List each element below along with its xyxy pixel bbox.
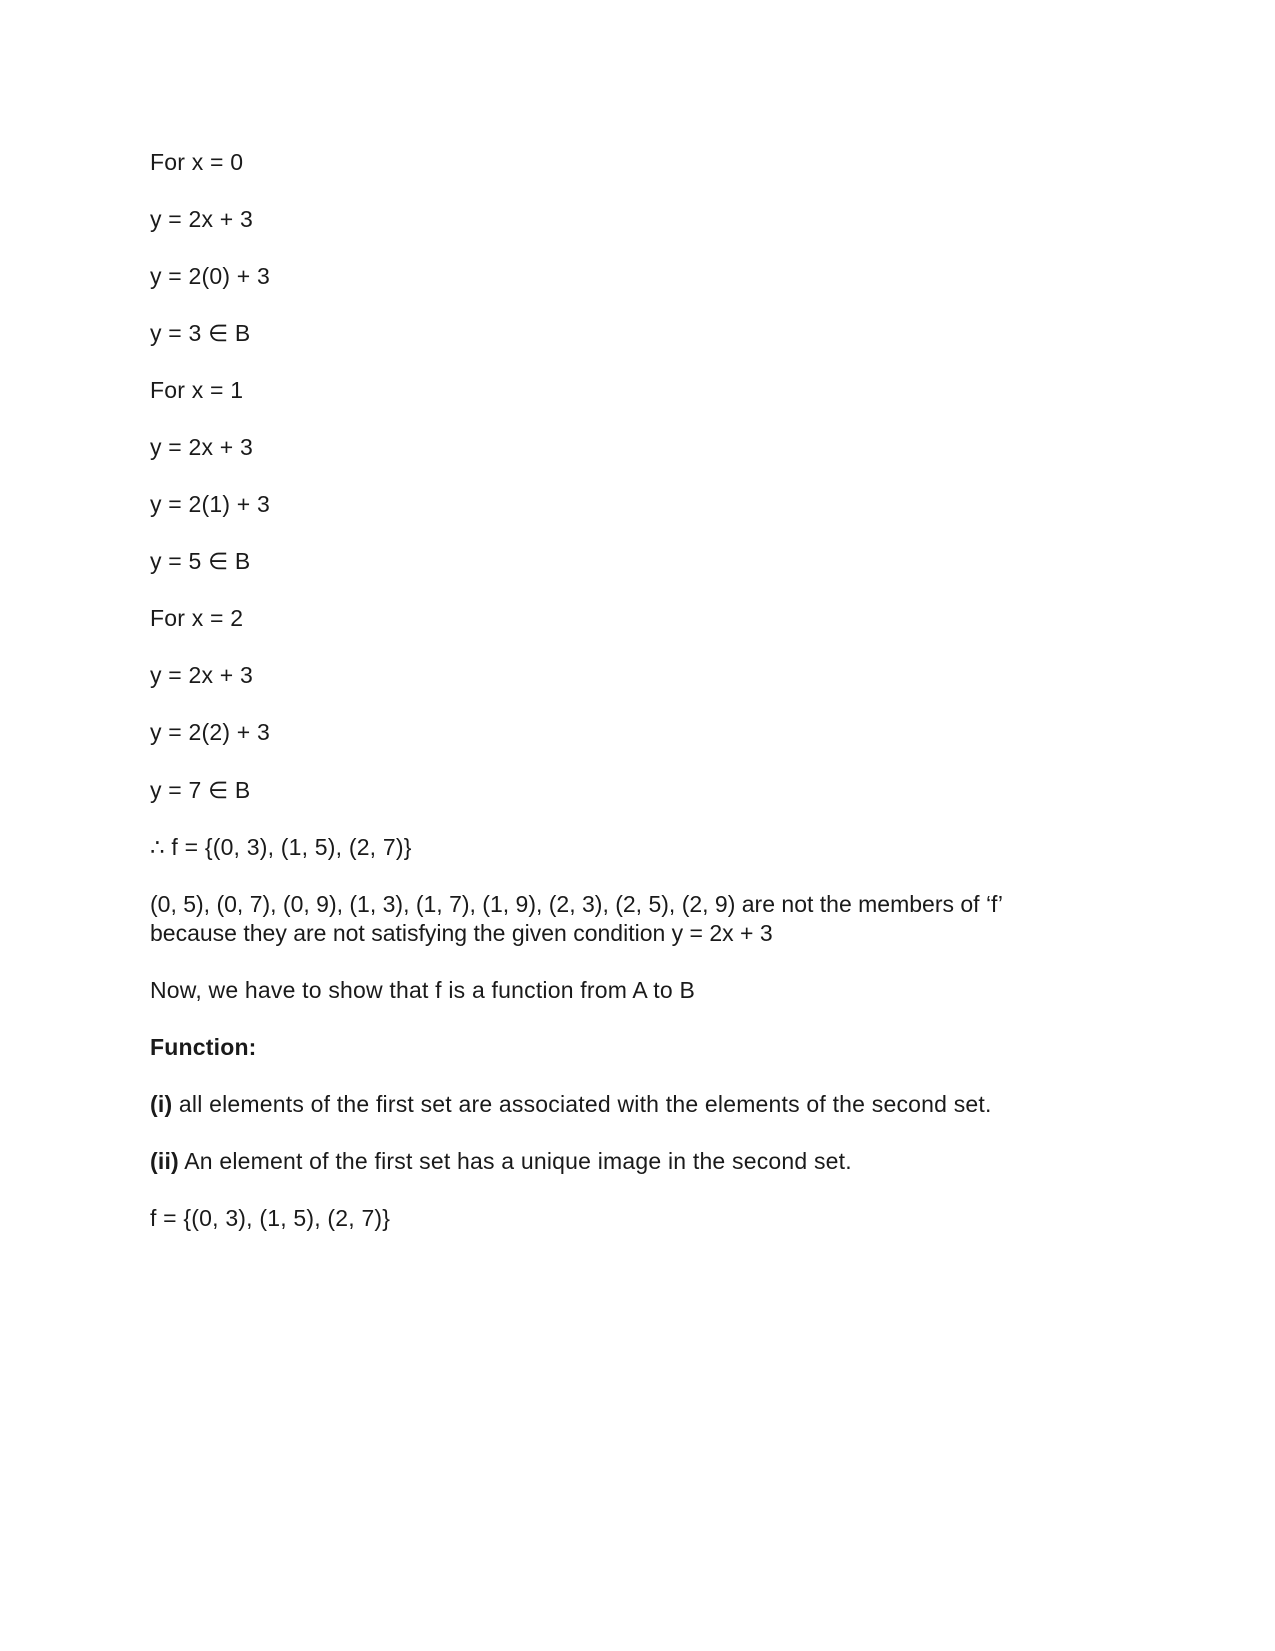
text-line: y = 2(0) + 3 — [150, 263, 271, 289]
text-line: For x = 0 — [150, 149, 244, 175]
text-line: For x = 2 — [150, 605, 244, 631]
condition-marker: (ii) — [150, 1148, 179, 1174]
non-members-line-2: because they are not satisfying the given condition y = 2x + 3 — [150, 920, 773, 946]
function-heading: Function: — [150, 1034, 257, 1060]
text-line: y = 5 ∈ B — [150, 548, 251, 574]
text-line: y = 3 ∈ B — [150, 320, 251, 346]
non-members-line-1: (0, 5), (0, 7), (0, 9), (1, 3), (1, 7), (1, 9), (2, 3), (2, 5), (2, 9) are not the members of ‘f’ — [150, 891, 1003, 917]
text-line: y = 2x + 3 — [150, 662, 254, 688]
text-line: y = 2x + 3 — [150, 434, 254, 460]
condition-ii — [150, 1147, 852, 1176]
non-members-paragraph — [150, 890, 1150, 948]
text-line: y = 2(2) + 3 — [150, 719, 271, 745]
condition-text: all elements of the first set are associated with the elements of the second set. — [172, 1091, 992, 1117]
text-line: For x = 1 — [150, 377, 244, 403]
condition-text: An element of the first set has a unique image in the second set. — [178, 1148, 852, 1174]
condition-i — [150, 1090, 992, 1119]
condition-marker: (i) — [150, 1091, 173, 1117]
show-statement: Now, we have to show that f is a function from A to B — [150, 977, 695, 1003]
text-line: y = 2(1) + 3 — [150, 491, 271, 517]
therefore-set-line: ∴ f = {(0, 3), (1, 5), (2, 7)} — [150, 834, 412, 860]
final-set-line: f = {(0, 3), (1, 5), (2, 7)} — [150, 1205, 391, 1231]
text-line: y = 7 ∈ B — [150, 777, 251, 803]
text-line: y = 2x + 3 — [150, 206, 254, 232]
